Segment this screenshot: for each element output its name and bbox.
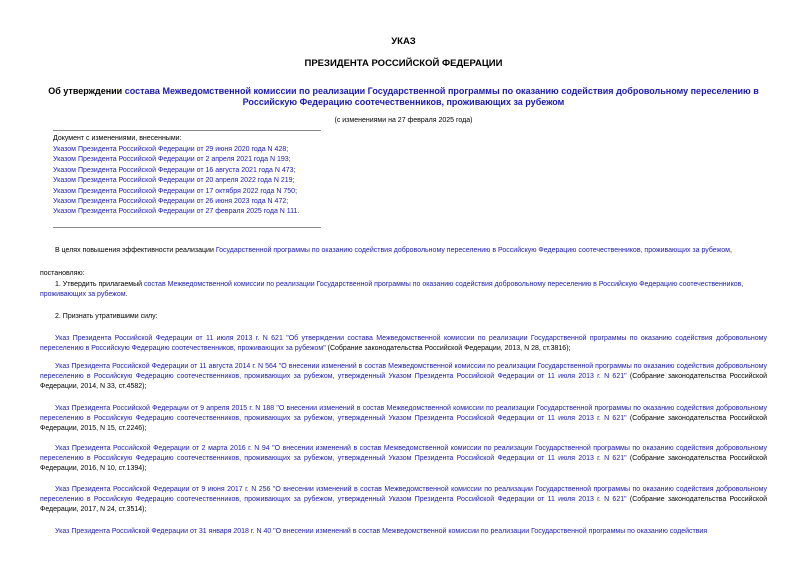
clause-1-suffix: . xyxy=(125,291,128,299)
clause-1 xyxy=(40,280,767,300)
repealed-link[interactable]: Указ Президента Российской Федерации от 9 апреля 2015 г. N 188 "О внесении изменений в состав Межведомственной комиссии по реализации Государственной программы по оказанию содействия добровольному переселению в Российскую Федерацию соотечественников, проживающих за рубежом, утвержденный Указом Президента Российской Федерации от 11 июля 2013 г. N 621" xyxy=(40,405,767,423)
repealed-item xyxy=(40,485,767,516)
title-prefix: Об утверждении xyxy=(48,86,125,96)
change-link[interactable]: Указом Президента Российской Федерации от 27 февраля 2025 года N 111. xyxy=(53,208,300,216)
title-link[interactable]: состава Межведомственной комиссии по реализации Государственной программы по оказанию содействия добровольному переселению в Российскую Федерацию соотечественников, проживающих за рубежом xyxy=(124,86,759,107)
repealed-item xyxy=(40,404,767,435)
decree-word: постановляю: xyxy=(40,270,85,277)
issuer-heading: ПРЕЗИДЕНТА РОССИЙСКОЙ ФЕДЕРАЦИИ xyxy=(304,58,503,69)
amendment-note: (с изменениями на 27 февраля 2025 года) xyxy=(334,117,473,124)
changes-box xyxy=(53,130,321,228)
document-title xyxy=(40,86,767,108)
program-link[interactable]: Государственной программы по оказанию содействия добровольному переселению в Российскую Федерацию соотечественников, проживающих за рубежом xyxy=(215,247,730,254)
repealed-item xyxy=(40,527,767,537)
repealed-item xyxy=(40,444,767,475)
intro-prefix: В целях повышения эффективности реализации xyxy=(55,247,216,254)
change-link[interactable]: Указом Президента Российской Федерации от 20 апреля 2022 года N 219; xyxy=(53,177,295,185)
change-link[interactable]: Указом Президента Российской Федерации от 26 июня 2023 года N 472; xyxy=(53,198,289,206)
repealed-tail: (Собрание законодательства Российской Федерации, 2017, N 24, ст.3514); xyxy=(40,496,768,514)
changes-heading: Документ с изменениями, внесенными: xyxy=(53,135,182,142)
repealed-item xyxy=(40,334,767,354)
repealed-tail: (Собрание законодательства Российской Федерации, 2016, N 10, ст.1394); xyxy=(40,455,768,473)
repealed-tail: (Собрание законодательства Российской Федерации, 2014, N 33, ст.4582); xyxy=(40,373,768,391)
repealed-tail: (Собрание законодательства Российской Федерации, 2013, N 28, ст.3816); xyxy=(325,345,571,353)
changes-list xyxy=(53,145,299,218)
doc-type-heading: УКАЗ xyxy=(391,36,416,47)
clause-2: 2. Признать утратившими силу: xyxy=(55,313,158,320)
change-link[interactable]: Указом Президента Российской Федерации от 17 октября 2022 года N 750; xyxy=(53,187,298,195)
repealed-link[interactable]: Указ Президента Российской Федерации от 2 марта 2016 г. N 94 "О внесении изменений в состав Межведомственной комиссии по реализации Государственной программы по оказанию содействия добровольному переселению в Российскую Федерацию соотечественников, проживающих за рубежом, утвержденный Указом Президента Российской Федерации от 11 июля 2013 г. N 621" xyxy=(40,445,767,463)
change-link[interactable]: Указом Президента Российской Федерации от 2 апреля 2021 года N 193; xyxy=(53,156,291,164)
change-link[interactable]: Указом Президента Российской Федерации от 16 августа 2021 года N 473; xyxy=(53,166,296,174)
repealed-tail: (Собрание законодательства Российской Федерации, 2015, N 15, ст.2246); xyxy=(40,415,768,433)
repealed-item xyxy=(40,362,767,393)
clause-1-prefix: 1. Утвердить прилагаемый xyxy=(55,281,144,288)
composition-link[interactable]: состав Межведомственной комиссии по реализации Государственной программы по оказанию содействия добровольному переселению в Российскую Федерацию соотечественников, проживающих за рубежом xyxy=(40,281,744,299)
repealed-link[interactable]: Указ Президента Российской Федерации от 31 января 2018 г. N 40 "О внесении изменений в состав Межведомственной комиссии по реализации Государственной программы по оказанию содействия xyxy=(55,528,708,535)
repealed-link[interactable]: Указ Президента Российской Федерации от 9 июня 2017 г. N 256 "О внесении изменений в состав Межведомственной комиссии по реализации Государственной программы по оказанию содействия добровольному переселению в Российскую Федерацию соотечественников, проживающих за рубежом, утвержденный Указом Президента Российской Федерации от 11 июля 2013 г. N 621" xyxy=(40,486,767,504)
intro-suffix: , xyxy=(730,247,732,254)
change-link[interactable]: Указом Президента Российской Федерации от 29 июня 2020 года N 428; xyxy=(53,146,289,153)
intro-paragraph xyxy=(40,246,767,256)
repealed-link[interactable]: Указ Президента Российской Федерации от 11 июля 2013 г. N 621 "Об утверждении состава Межведомственной комиссии по реализации Государственной программы по оказанию содействия добровольному переселению в Российскую Федерацию соотечественников, проживающих за рубежом" xyxy=(40,335,767,353)
repealed-link[interactable]: Указ Президента Российской Федерации от 11 августа 2014 г. N 564 "О внесении изменений в состав Межведомственной комиссии по реализации Государственной программы по оказанию содействия добровольному переселению в Российскую Федерацию соотечественников, проживающих за рубежом, утвержденный Указом Президента Российской Федерации от 11 июля 2013 г. N 621" xyxy=(40,363,767,381)
